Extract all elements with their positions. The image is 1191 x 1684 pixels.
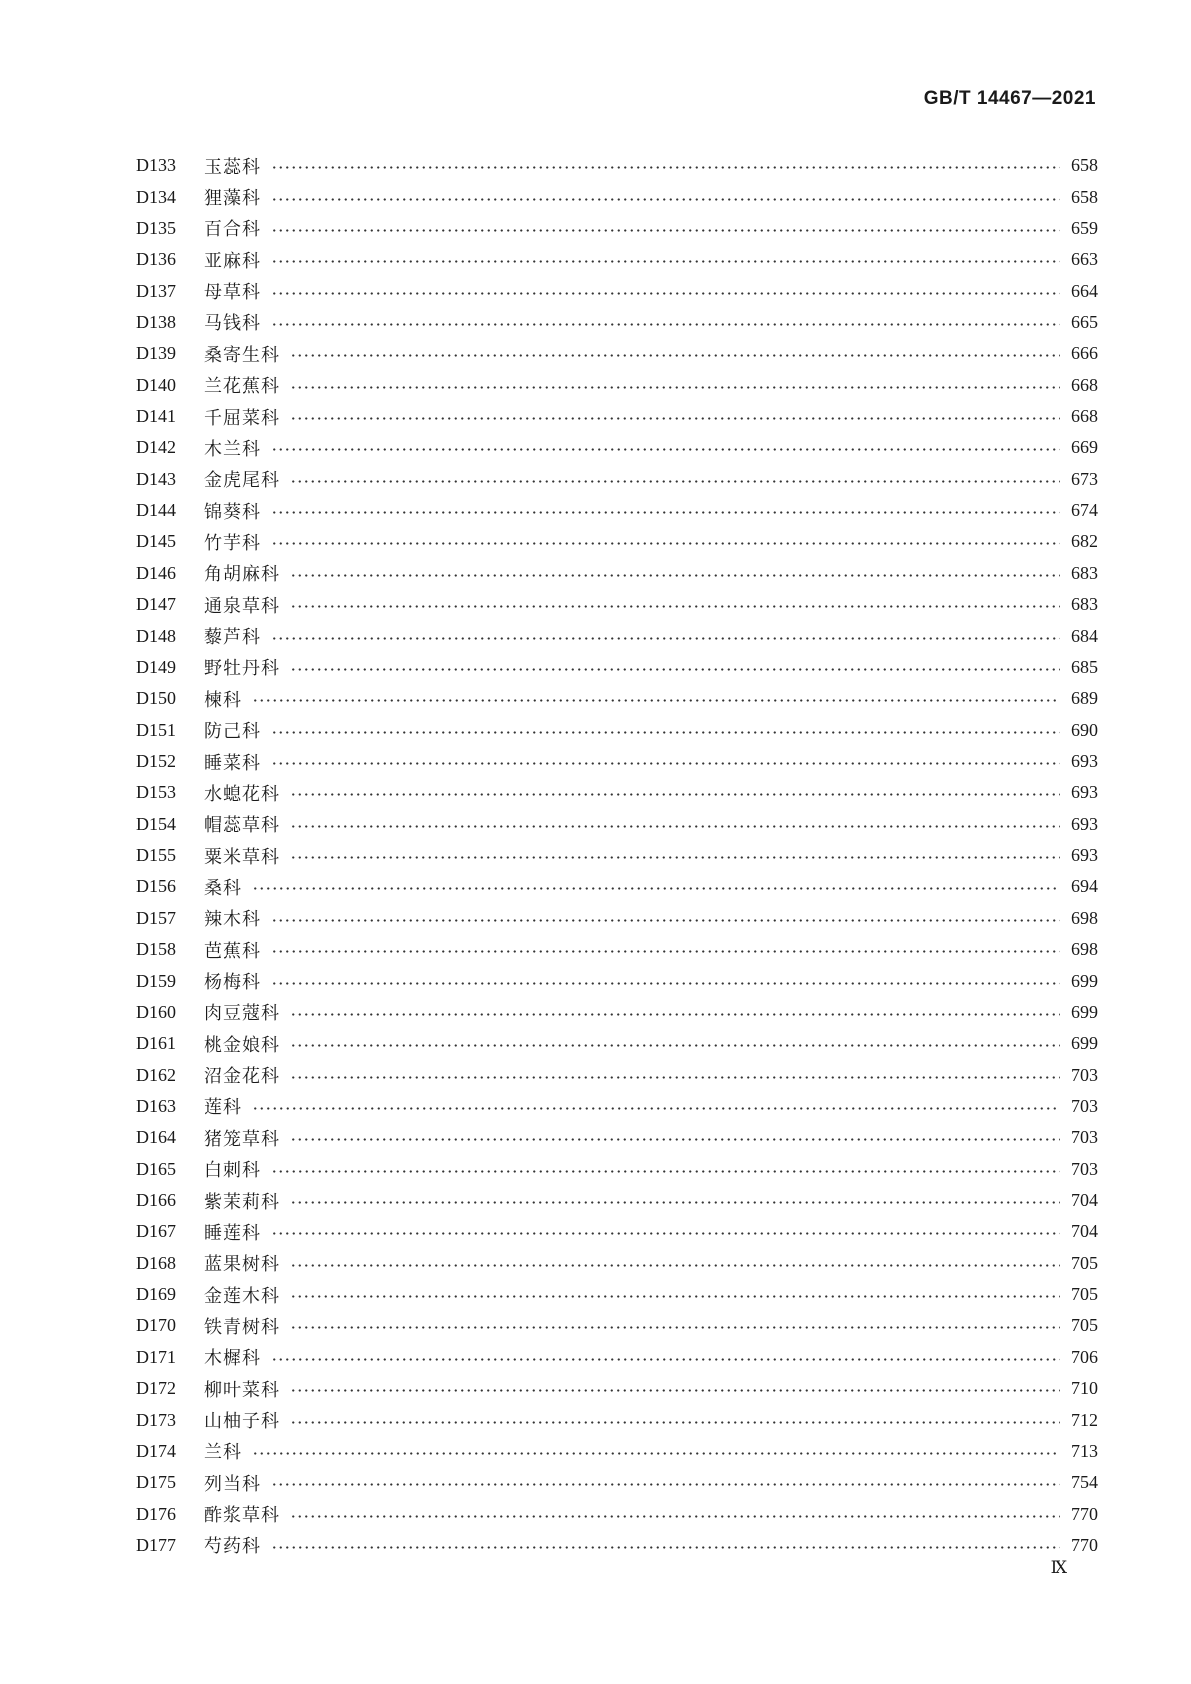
toc-entry-page: 699 xyxy=(1071,1001,1098,1022)
dot-leader xyxy=(290,354,1060,357)
toc-entry-code: D161 xyxy=(136,1033,176,1054)
toc-entry[interactable] xyxy=(136,275,1098,306)
toc-entry-page: 690 xyxy=(1071,719,1098,740)
dot-leader xyxy=(271,1358,1060,1361)
toc-entry-page: 669 xyxy=(1071,437,1098,458)
toc-entry[interactable] xyxy=(136,746,1098,777)
dot-leader xyxy=(252,1107,1060,1110)
toc-entry[interactable] xyxy=(136,1216,1098,1247)
toc-entry-title: 玉蕊科 xyxy=(204,156,261,178)
toc-entry[interactable] xyxy=(136,1185,1098,1216)
toc-entry-page: 698 xyxy=(1071,939,1098,960)
toc-entry-code: D144 xyxy=(136,500,176,521)
toc-entry-code: D142 xyxy=(136,437,176,458)
toc-entry[interactable] xyxy=(136,1248,1098,1279)
toc-entry-code: D152 xyxy=(136,751,176,771)
toc-entry[interactable] xyxy=(136,307,1098,338)
toc-entry-code: D169 xyxy=(136,1284,176,1305)
dot-leader xyxy=(252,699,1060,702)
dot-leader xyxy=(290,1326,1060,1329)
toc-entry-code: D138 xyxy=(136,311,176,332)
toc-entry-page: 658 xyxy=(1071,186,1098,207)
toc-entry-page: 698 xyxy=(1071,907,1098,928)
dot-leader xyxy=(290,793,1060,796)
dot-leader xyxy=(290,1201,1060,1204)
toc-entry-code: D153 xyxy=(136,782,176,803)
toc-entry[interactable] xyxy=(136,1498,1098,1529)
toc-entry-title: 藜芦科 xyxy=(204,627,261,649)
page-number: Ⅸ xyxy=(1050,1558,1067,1577)
dot-leader xyxy=(290,1076,1060,1079)
toc-entry-title: 母草科 xyxy=(204,282,261,304)
toc-entry-title: 沼金花科 xyxy=(204,1066,280,1088)
toc-entry[interactable] xyxy=(136,1059,1098,1090)
dot-leader xyxy=(271,1170,1060,1173)
dot-leader xyxy=(290,1044,1060,1047)
toc-entry[interactable] xyxy=(136,1467,1098,1498)
toc-entry-code: D134 xyxy=(136,186,176,207)
toc-entry-code: D150 xyxy=(136,688,176,709)
dot-leader xyxy=(290,480,1060,483)
toc-entry-title: 辣木科 xyxy=(204,909,261,931)
toc-entry-title: 楝科 xyxy=(204,689,242,711)
dot-leader xyxy=(290,1515,1060,1518)
toc-entry-page: 705 xyxy=(1071,1252,1098,1273)
toc-entry-title: 肉豆蔻科 xyxy=(204,1003,280,1025)
toc-entry-page: 703 xyxy=(1071,1158,1098,1179)
dot-leader xyxy=(271,1546,1060,1549)
toc-entry-title: 白刺科 xyxy=(204,1160,261,1182)
toc-entry[interactable] xyxy=(136,432,1098,463)
dot-leader xyxy=(290,1295,1060,1298)
toc-entry-title: 通泉草科 xyxy=(204,595,280,617)
toc-entry-title: 水螅花科 xyxy=(204,783,280,805)
toc-entry-page: 694 xyxy=(1071,876,1098,897)
table-of-contents xyxy=(136,150,1098,1561)
toc-entry-page: 683 xyxy=(1071,562,1098,583)
toc-entry-code: D177 xyxy=(136,1534,176,1555)
toc-entry-page: 770 xyxy=(1071,1534,1098,1555)
toc-entry[interactable] xyxy=(136,871,1098,902)
toc-entry-code: D174 xyxy=(136,1440,176,1461)
toc-entry-page: 674 xyxy=(1071,500,1098,521)
dot-leader xyxy=(271,731,1060,734)
toc-entry-title: 芭蕉科 xyxy=(204,940,261,962)
toc-entry-title: 野牡丹科 xyxy=(204,658,280,680)
toc-entry-page: 666 xyxy=(1071,343,1098,364)
dot-leader xyxy=(271,323,1060,326)
toc-entry[interactable] xyxy=(136,965,1098,996)
toc-entry[interactable] xyxy=(136,401,1098,432)
toc-entry-code: D155 xyxy=(136,845,176,866)
dot-leader xyxy=(290,1421,1060,1424)
toc-entry-title: 芍药科 xyxy=(204,1536,261,1558)
toc-entry[interactable] xyxy=(136,1530,1098,1561)
toc-entry-code: D166 xyxy=(136,1190,176,1211)
toc-entry-code: D160 xyxy=(136,1001,176,1022)
toc-entry-page: 683 xyxy=(1071,594,1098,615)
toc-entry-code: D145 xyxy=(136,531,176,552)
toc-entry-code: D176 xyxy=(136,1503,176,1524)
toc-entry[interactable] xyxy=(136,464,1098,495)
dot-leader xyxy=(271,292,1060,295)
toc-entry-page: 703 xyxy=(1071,1127,1098,1148)
toc-entry-page: 699 xyxy=(1071,1033,1098,1054)
toc-entry-page: 704 xyxy=(1071,1221,1098,1242)
standard-code-header: GB/T 14467—2021 xyxy=(923,88,1096,109)
toc-entry-code: D156 xyxy=(136,876,176,897)
toc-entry-page: 689 xyxy=(1071,688,1098,709)
toc-entry-code: D158 xyxy=(136,939,176,960)
toc-entry-page: 754 xyxy=(1071,1472,1098,1493)
dot-leader xyxy=(290,1389,1060,1392)
toc-entry-title: 金虎尾科 xyxy=(204,470,280,492)
toc-entry-code: D133 xyxy=(136,155,176,176)
toc-entry-code: D172 xyxy=(136,1378,176,1399)
toc-entry[interactable] xyxy=(136,181,1098,212)
toc-entry-page: 706 xyxy=(1071,1346,1098,1367)
toc-entry[interactable] xyxy=(136,558,1098,589)
toc-entry-code: D154 xyxy=(136,813,176,834)
toc-entry[interactable] xyxy=(136,495,1098,526)
toc-entry-code: D162 xyxy=(136,1064,176,1085)
dot-leader xyxy=(271,198,1060,201)
dot-leader xyxy=(290,1138,1060,1141)
toc-entry-title: 紫茉莉科 xyxy=(204,1191,280,1213)
dot-leader xyxy=(290,574,1060,577)
toc-entry-code: D139 xyxy=(136,343,176,364)
toc-entry[interactable] xyxy=(136,1310,1098,1341)
toc-entry-code: D175 xyxy=(136,1472,176,1493)
toc-entry[interactable] xyxy=(136,526,1098,557)
toc-entry-page: 712 xyxy=(1071,1409,1098,1430)
toc-entry-title: 粟米草科 xyxy=(204,846,280,868)
toc-entry-code: D173 xyxy=(136,1409,176,1430)
toc-entry-title: 柳叶菜科 xyxy=(204,1379,280,1401)
toc-entry-title: 桑寄生科 xyxy=(204,344,280,366)
toc-entry-code: D171 xyxy=(136,1346,176,1367)
toc-entry-code: D159 xyxy=(136,970,176,991)
toc-entry[interactable] xyxy=(136,338,1098,369)
toc-entry-page: 693 xyxy=(1071,751,1098,771)
toc-entry-title: 山柚子科 xyxy=(204,1411,280,1433)
toc-entry[interactable] xyxy=(136,244,1098,275)
dot-leader xyxy=(290,1013,1060,1016)
toc-entry-page: 673 xyxy=(1071,468,1098,489)
toc-entry[interactable] xyxy=(136,1342,1098,1373)
toc-entry-code: D141 xyxy=(136,406,176,427)
toc-entry-title: 杨梅科 xyxy=(204,972,261,994)
toc-entry[interactable] xyxy=(136,683,1098,714)
toc-entry[interactable] xyxy=(136,997,1098,1028)
toc-entry-title: 金莲木科 xyxy=(204,1285,280,1307)
toc-entry-code: D140 xyxy=(136,374,176,395)
toc-entry-code: D137 xyxy=(136,280,176,301)
toc-entry-title: 木兰科 xyxy=(204,438,261,460)
toc-entry[interactable] xyxy=(136,934,1098,965)
toc-entry-code: D151 xyxy=(136,719,176,740)
toc-entry-code: D168 xyxy=(136,1252,176,1273)
toc-entry[interactable] xyxy=(136,840,1098,871)
toc-entry-code: D136 xyxy=(136,249,176,270)
toc-entry-page: 693 xyxy=(1071,813,1098,834)
toc-entry-page: 665 xyxy=(1071,311,1098,332)
dot-leader xyxy=(271,919,1060,922)
toc-entry[interactable] xyxy=(136,620,1098,651)
dot-leader xyxy=(290,1264,1060,1267)
toc-entry-page: 703 xyxy=(1071,1095,1098,1116)
dot-leader xyxy=(271,762,1060,765)
toc-entry-title: 千屈菜科 xyxy=(204,407,280,429)
toc-entry[interactable] xyxy=(136,589,1098,620)
toc-entry-code: D167 xyxy=(136,1221,176,1242)
toc-entry-title: 防己科 xyxy=(204,721,261,743)
toc-entry[interactable] xyxy=(136,777,1098,808)
dot-leader xyxy=(271,260,1060,263)
dot-leader xyxy=(290,417,1060,420)
dot-leader xyxy=(271,542,1060,545)
toc-entry-page: 699 xyxy=(1071,970,1098,991)
toc-entry[interactable] xyxy=(136,1279,1098,1310)
toc-entry-title: 桃金娘科 xyxy=(204,1034,280,1056)
toc-entry-page: 663 xyxy=(1071,249,1098,270)
dot-leader xyxy=(252,887,1060,890)
toc-entry-page: 684 xyxy=(1071,625,1098,646)
toc-entry-code: D163 xyxy=(136,1095,176,1116)
dot-leader xyxy=(271,511,1060,514)
toc-entry-page: 693 xyxy=(1071,782,1098,803)
toc-entry[interactable] xyxy=(136,1122,1098,1153)
toc-entry-page: 685 xyxy=(1071,656,1098,677)
toc-entry-page: 693 xyxy=(1071,845,1098,866)
toc-entry-title: 莲科 xyxy=(204,1097,242,1119)
toc-entry-page: 704 xyxy=(1071,1190,1098,1211)
dot-leader xyxy=(290,668,1060,671)
toc-entry-title: 狸藻科 xyxy=(204,188,261,210)
toc-entry-title: 锦葵科 xyxy=(204,501,261,523)
toc-entry-code: D135 xyxy=(136,217,176,238)
toc-entry-code: D157 xyxy=(136,907,176,928)
toc-entry-title: 兰科 xyxy=(204,1442,242,1464)
toc-entry-page: 705 xyxy=(1071,1315,1098,1336)
toc-entry[interactable] xyxy=(136,652,1098,683)
toc-entry[interactable] xyxy=(136,150,1098,181)
dot-leader xyxy=(290,605,1060,608)
toc-entry-page: 664 xyxy=(1071,280,1098,301)
toc-entry-title: 猪笼草科 xyxy=(204,1128,280,1150)
toc-entry-title: 睡菜科 xyxy=(204,752,261,774)
toc-entry[interactable] xyxy=(136,1373,1098,1404)
toc-entry-page: 710 xyxy=(1071,1378,1098,1399)
dot-leader xyxy=(271,1232,1060,1235)
dot-leader xyxy=(271,982,1060,985)
toc-entry-title: 睡莲科 xyxy=(204,1222,261,1244)
toc-entry[interactable] xyxy=(136,1154,1098,1185)
toc-entry[interactable] xyxy=(136,213,1098,244)
toc-entry-title: 酢浆草科 xyxy=(204,1505,280,1527)
toc-entry-code: D149 xyxy=(136,656,176,677)
toc-entry-page: 682 xyxy=(1071,531,1098,552)
dot-leader xyxy=(252,1452,1060,1455)
toc-entry[interactable] xyxy=(136,1436,1098,1467)
toc-entry-page: 713 xyxy=(1071,1440,1098,1461)
toc-entry-page: 658 xyxy=(1071,155,1098,176)
toc-entry-title: 帽蕊草科 xyxy=(204,815,280,837)
dot-leader xyxy=(290,825,1060,828)
toc-entry-code: D165 xyxy=(136,1158,176,1179)
toc-entry[interactable] xyxy=(136,809,1098,840)
dot-leader xyxy=(271,166,1060,169)
toc-entry[interactable] xyxy=(136,370,1098,401)
toc-entry-title: 桑科 xyxy=(204,877,242,899)
dot-leader xyxy=(290,386,1060,389)
dot-leader xyxy=(271,1483,1060,1486)
toc-entry-page: 770 xyxy=(1071,1503,1098,1524)
toc-entry-code: D170 xyxy=(136,1315,176,1336)
toc-entry[interactable] xyxy=(136,903,1098,934)
toc-entry-code: D148 xyxy=(136,625,176,646)
toc-entry-title: 百合科 xyxy=(204,219,261,241)
toc-entry-title: 列当科 xyxy=(204,1473,261,1495)
toc-entry-title: 亚麻科 xyxy=(204,250,261,272)
toc-entry[interactable] xyxy=(136,714,1098,745)
toc-entry-page: 668 xyxy=(1071,374,1098,395)
dot-leader xyxy=(271,229,1060,232)
toc-entry-page: 703 xyxy=(1071,1064,1098,1085)
toc-entry-code: D143 xyxy=(136,468,176,489)
toc-entry-page: 668 xyxy=(1071,406,1098,427)
toc-entry-title: 马钱科 xyxy=(204,313,261,335)
toc-entry-title: 蓝果树科 xyxy=(204,1254,280,1276)
toc-entry-code: D146 xyxy=(136,562,176,583)
toc-entry-title: 铁青树科 xyxy=(204,1316,280,1338)
toc-entry-title: 竹芋科 xyxy=(204,532,261,554)
toc-entry[interactable] xyxy=(136,1091,1098,1122)
dot-leader xyxy=(271,950,1060,953)
toc-entry-page: 659 xyxy=(1071,217,1098,238)
toc-entry[interactable] xyxy=(136,1404,1098,1435)
toc-entry-title: 兰花蕉科 xyxy=(204,376,280,398)
toc-entry-code: D164 xyxy=(136,1127,176,1148)
toc-entry-page: 705 xyxy=(1071,1284,1098,1305)
dot-leader xyxy=(271,448,1060,451)
toc-entry-title: 角胡麻科 xyxy=(204,564,280,586)
toc-entry-title: 木樨科 xyxy=(204,1348,261,1370)
toc-entry-code: D147 xyxy=(136,594,176,615)
dot-leader xyxy=(271,637,1060,640)
dot-leader xyxy=(290,856,1060,859)
toc-entry[interactable] xyxy=(136,1028,1098,1059)
